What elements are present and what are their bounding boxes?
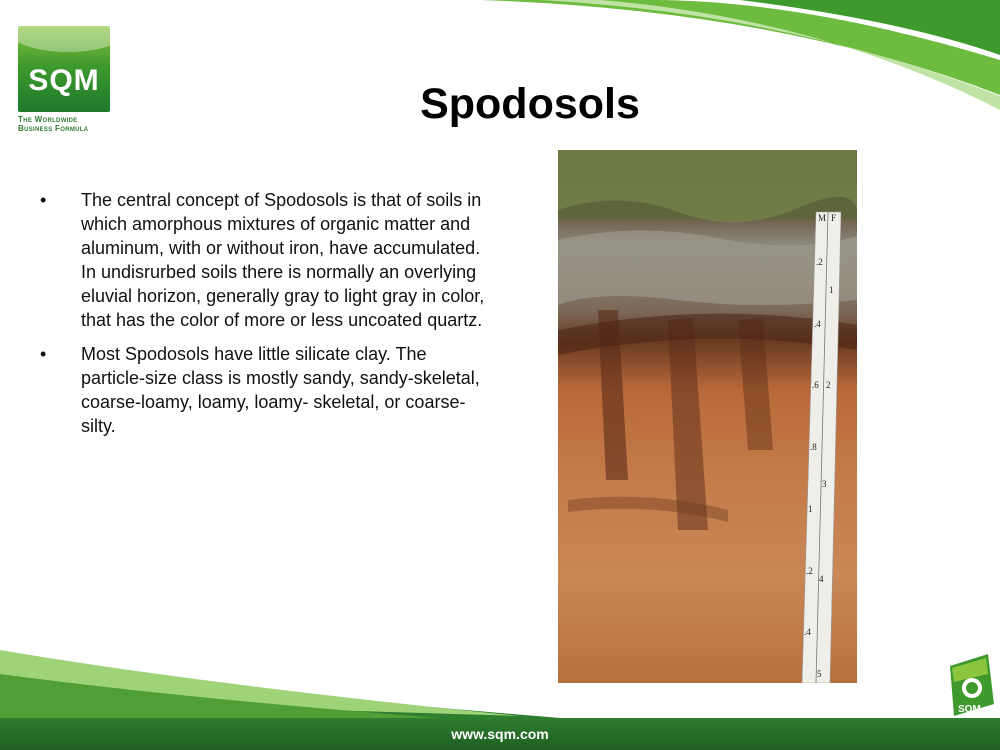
tape-foot-mark: 2 bbox=[826, 380, 831, 390]
bullet-list bbox=[40, 188, 490, 448]
badge-word: SQM bbox=[958, 704, 981, 715]
tape-foot-mark: 1 bbox=[829, 285, 834, 295]
tape-foot-mark: 4 bbox=[819, 574, 824, 584]
bottom-swoosh-decoration bbox=[0, 650, 560, 720]
tape-header-left: M bbox=[818, 213, 827, 223]
tape-foot-mark: 3 bbox=[822, 479, 827, 489]
logo-tagline-line1: The Worldwide bbox=[18, 115, 78, 124]
tape-meter-mark: .2 bbox=[816, 257, 823, 267]
footer-url: www.sqm.com bbox=[451, 726, 549, 742]
sqm-logo bbox=[18, 26, 114, 133]
tape-header-right: F bbox=[831, 213, 837, 223]
bullet-item bbox=[40, 188, 490, 332]
footer-bar bbox=[0, 718, 1000, 750]
bullet-dot-icon: • bbox=[40, 344, 47, 364]
tape-foot-mark: 5 bbox=[817, 669, 822, 679]
tape-meter-mark: 1 bbox=[808, 504, 813, 514]
slide-title: Spodosols bbox=[420, 80, 640, 128]
bullet-text: Most Spodosols have little silicate clay. The particle-size class is mostly sandy, sandy-skeletal, coarse-loamy, loamy, loamy- skeletal, or coarse-silty. bbox=[81, 344, 480, 436]
logo-mark bbox=[18, 26, 110, 112]
bullet-item bbox=[40, 342, 490, 438]
logo-tagline-line2: Business Formula bbox=[18, 124, 89, 133]
tape-meter-mark: .2 bbox=[806, 566, 813, 576]
sqm-badge-icon bbox=[946, 652, 996, 718]
logo-tagline bbox=[18, 115, 114, 133]
soil-profile-photo bbox=[558, 150, 857, 683]
tape-meter-mark: .4 bbox=[814, 319, 821, 329]
logo-word: SQM bbox=[28, 64, 100, 97]
tape-meter-mark: .6 bbox=[812, 380, 819, 390]
bullet-text: The central concept of Spodosols is that of soils in which amorphous mixtures of organic matter and aluminum, with or without iron, have accumulated. In undisrurbed soils there is normally an overlying eluvial horizon, generally gray to light gray in color, that has the color of more or less uncoated quartz. bbox=[81, 190, 485, 330]
bullet-dot-icon: • bbox=[40, 190, 47, 210]
tape-meter-mark: .4 bbox=[804, 627, 811, 637]
tape-meter-mark: .8 bbox=[810, 442, 817, 452]
soil-profile-image bbox=[558, 150, 857, 683]
